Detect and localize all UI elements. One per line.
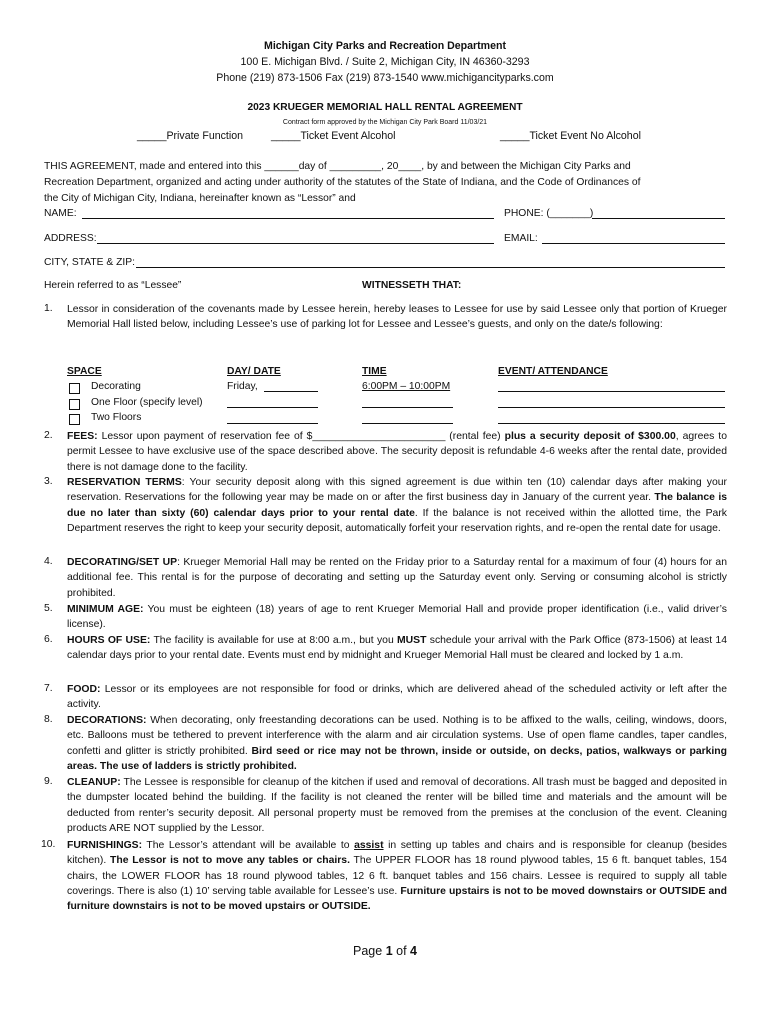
date-field-decorating[interactable] (264, 391, 318, 392)
time-decorating: 6:00PM – 10:00PM (362, 381, 451, 392)
item-8-label: DECORATIONS: (67, 715, 147, 726)
intro-line-1: THIS AGREEMENT, made and entered into this ______day of _________, 20____, by and between the Michigan City Parks and (44, 161, 631, 172)
date-field-two-floors[interactable] (227, 423, 318, 424)
event-header: EVENT/ ATTENDANCE (498, 366, 608, 377)
decorating-checkbox[interactable] (69, 383, 80, 394)
name-field[interactable] (82, 218, 494, 219)
item-6-number: 6. (44, 634, 53, 645)
item-1-number: 1. (44, 303, 53, 314)
space-one-floor: One Floor (specify level) (91, 397, 203, 408)
item-4-text: DECORATING/SET UP: Krueger Memorial Hall may be rented on the Friday prior to a Saturday rental for a maximum of four (4) hours for an additional fee. This rental is for the purpose of decorating and setting up the Saturday event only. Serving or consuming alcohol is strictly prohibited. (67, 557, 727, 599)
item-8-number: 8. (44, 714, 53, 725)
phone-field[interactable] (592, 218, 725, 219)
email-label: EMAIL: (504, 233, 538, 244)
item-5-number: 5. (44, 603, 53, 614)
org-name: Michigan City Parks and Recreation Department (264, 40, 506, 52)
item-9-text: CLEANUP: The Lessee is responsible for cleanup of the kitchen if used and removal of decorations. All trash must be bagged and deposited in the dumpster located behind the building. If the facility is not cleaned the renter will be billed time and materials and the amount will be deducted from renter’s security deposit. All personal property must be removed from the premises at the conclusion of the event. Cleaning products ARE NOT supplied by the Lessor. (67, 777, 727, 834)
item-2-text: FEES: Lessor upon payment of reservation fee of $_______________________ (rental fee) plus a security deposit of $300.00, agrees to permit Lessee to have exclusive use of the space described above. The security deposit is refundable 4-6 weeks after the rental date, provided there is not damage done to the facility. (67, 431, 727, 473)
email-field[interactable] (542, 243, 725, 244)
item-5-text: MINIMUM AGE: You must be eighteen (18) years of age to rent Krueger Memorial Hall and provide proper identification (i.e., valid driver’s license). (67, 604, 727, 631)
two-floors-checkbox[interactable] (69, 414, 80, 425)
time-field-two-floors[interactable] (362, 423, 453, 424)
org-contact: Phone (219) 873-1506 Fax (219) 873-1540 www.michigancityparks.com (216, 72, 554, 84)
item-9-number: 9. (44, 776, 53, 787)
day-decorating: Friday, (227, 381, 258, 392)
name-label: NAME: (44, 208, 77, 219)
time-field-one-floor[interactable] (362, 407, 453, 408)
lessee-line: Herein referred to as “Lessee” (44, 280, 182, 291)
item-2-number: 2. (44, 430, 53, 441)
item-5-label: MINIMUM AGE: (67, 604, 144, 615)
event-field-decorating[interactable] (498, 391, 725, 392)
page-title: 2023 KRUEGER MEMORIAL HALL RENTAL AGREEMENT (247, 102, 523, 113)
event-field-one-floor[interactable] (498, 407, 725, 408)
witnesseth-heading: WITNESSETH THAT: (362, 280, 462, 291)
item-8-text: DECORATIONS: When decorating, only freestanding decorations can be used. Nothing is to be affixed to the walls, ceiling, windows, doors, etc. Balloons must be tethered to prevent interference with the alarm and air circulation systems. Use of open flame candles, taper candles, confetti and glitter is strictly prohibited. Bird seed or rice may not be thrown, inside or outside, on decks, patios, walkways or parking areas. The use of ladders is strictly prohibited. (67, 715, 728, 772)
option-private-function[interactable]: _____Private Function (137, 130, 244, 142)
intro-line-3: the City of Michigan City, Indiana, hereinafter known as “Lessor” and (44, 193, 356, 204)
item-6-text: HOURS OF USE: The facility is available for use at 8:00 a.m., but you MUST schedule your arrival with the Park Office (873-1506) at least 14 calendar days prior to your rental date. Events must end by midnight and Krueger Memorial Hall must be cleared and locked by 1 a.m. (67, 635, 727, 662)
item-3-text: RESERVATION TERMS: Your security deposit along with this signed agreement is due within ten (10) calendar days after making your reservation. Reservations for the following year may be made on or after the first business day in January of the current year. The balance is due no later than sixty (60) calendar days prior to your rental date. If the balance is not received within the allotted time, the Park Department reserves the right to keep your security deposit, automatically forfeit your reservation rights, and re-open the rental date for usage. (67, 477, 727, 534)
item-6-label: HOURS OF USE: (67, 635, 151, 646)
approval-note: Contract form approved by the Michigan City Park Board 11/03/21 (282, 119, 488, 126)
item-3-number: 3. (44, 476, 53, 487)
intro-line-2: Recreation Department, organized and acting under authority of the statutes of the State of Indiana, and the Code of Ordinances of (44, 177, 641, 188)
item-7-text: FOOD: Lessor or its employees are not responsible for food or drinks, which are delivered ahead of the scheduled activity or left after the activity. (67, 684, 727, 711)
item-7-number: 7. (44, 683, 53, 694)
option-ticket-no-alcohol[interactable]: _____Ticket Event No Alcohol (500, 130, 641, 142)
item-1-text: Lessor in consideration of the covenants made by Lessee herein, hereby leases to Lessee for use by said Lessee only that portion of Krueger Memorial Hall listed below, including Lessee’s use of parking lot for Lessee and Lessee’s guests, and only on the date/s following: (67, 304, 727, 331)
org-address: 100 E. Michigan Blvd. / Suite 2, Michigan City, IN 46360-3293 (240, 56, 530, 68)
item-9-label: CLEANUP: (67, 777, 121, 788)
item-10-number: 10. (41, 839, 56, 850)
item-4-number: 4. (44, 556, 53, 567)
address-field[interactable] (97, 243, 494, 244)
page-number: Page 1 of 4 (353, 944, 417, 958)
time-header: TIME (362, 366, 387, 377)
item-10-text: FURNISHINGS: The Lessor’s attendant will be available to assist in setting up tables and chairs and is responsible for cleanup (besides kitchen). The Lessor is not to move any tables or chairs. The UPPER FLOOR has 18 round plywood tables, 15 6 ft. banquet tables, 154 chairs, the LOWER FLOOR has 18 round plywood tables, 12 6 ft. banquet tables and 156 chairs. Lessee is required to supply all table coverings. There is also (1) 10’ serving table available for Lessee’s use. Furniture upstairs is not to be moved downstairs or OUTSIDE and furniture downstairs is not to be moved upstairs or OUTSIDE. (67, 840, 727, 913)
space-decorating: Decorating (91, 381, 141, 392)
space-two-floors: Two Floors (91, 412, 142, 423)
item-4-label: DECORATING/SET UP (67, 557, 178, 568)
item-2-label: FEES: (67, 431, 98, 442)
phone-label: PHONE: (_______) (504, 208, 594, 219)
city-field[interactable] (136, 267, 725, 268)
option-ticket-alcohol[interactable]: _____Ticket Event Alcohol (271, 130, 396, 142)
item-7-label: FOOD: (67, 684, 101, 695)
one-floor-checkbox[interactable] (69, 399, 80, 410)
city-label: CITY, STATE & ZIP: (44, 257, 135, 268)
item-3-label: RESERVATION TERMS (67, 477, 182, 488)
date-field-one-floor[interactable] (227, 407, 318, 408)
address-label: ADDRESS: (44, 233, 97, 244)
item-10-label: FURNISHINGS: (67, 840, 143, 851)
day-header: DAY/ DATE (227, 366, 281, 377)
event-field-two-floors[interactable] (498, 423, 725, 424)
space-header: SPACE (67, 366, 102, 377)
